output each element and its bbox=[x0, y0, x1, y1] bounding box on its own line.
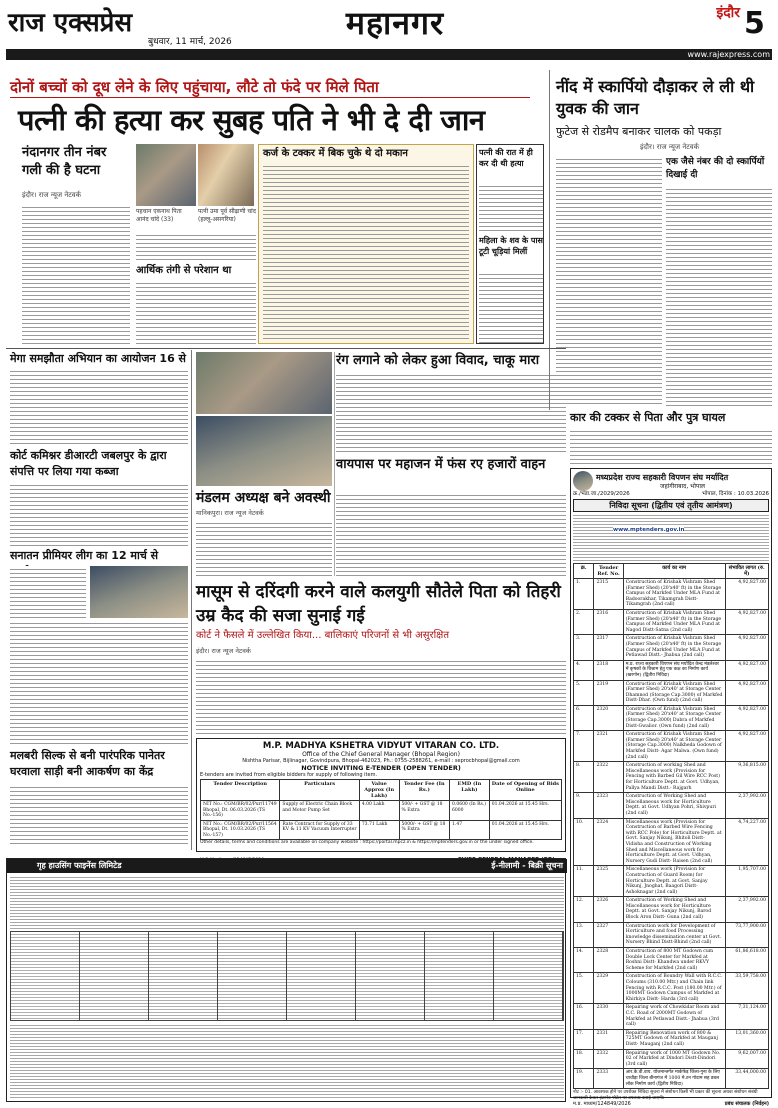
table-cell-ref: 2327 bbox=[594, 922, 623, 947]
center-story-4-byline: इंदौर। राज न्यूज नेटवर्क bbox=[196, 647, 251, 655]
table-row bbox=[574, 793, 769, 818]
table-cell-work: Construction of 800 MT Godown cum Double Lock Center for Markfed at Roshni Distt- Khandwa under RKVY Scheme for Markfed (2nd call) bbox=[623, 948, 725, 973]
sahkari-tender-table bbox=[573, 563, 769, 1089]
table-cell-sno: 4. bbox=[574, 660, 594, 680]
mpkv-table-head bbox=[201, 780, 562, 801]
sahkari-place-date: भोपाल, दिनांक : 10.03.2026 bbox=[702, 491, 769, 497]
table-cell-ref: 2331 bbox=[594, 1029, 623, 1049]
table-row bbox=[574, 1004, 769, 1029]
sahkari-col-sno: क्र. bbox=[574, 564, 594, 579]
table-cell-cost: 4,92,827.00 bbox=[725, 660, 768, 680]
table-cell-work: Repairing work of Chowkidar Room and C.C. Road of 2000MT Godown of Markfed at Petlawad Distt.- Jhabua (3rd call) bbox=[623, 1004, 725, 1029]
table-cell-sno: 13. bbox=[574, 922, 594, 947]
table-cell-ref: 2326 bbox=[594, 897, 623, 922]
mpkv-col: Particulars bbox=[280, 780, 359, 801]
table-cell-cost: 33,44,000.00 bbox=[725, 1069, 768, 1089]
table-row bbox=[574, 1049, 769, 1069]
table-cell-work: Construction of Krishak Vishram Shed (Farmer Shed) 20'x40' at Storage Center Dhamnod (Storage Cap.3000) of Markfed Distt-Dhar. (Own fund) (2nd call) bbox=[623, 680, 725, 705]
table-cell-ref: 2325 bbox=[594, 866, 623, 897]
bottom-ad-body-top bbox=[10, 875, 564, 929]
table-cell-ref: 2322 bbox=[594, 762, 623, 793]
table-cell-work: Construction work for Development of Horticulture and food Processing knowledge dissemination center at Govt. Nursery Bhind Distt-Bhind (2nd call) bbox=[623, 922, 725, 947]
center-story-2-byline: मानिकपुरा। राज न्यूज नेटवर्क bbox=[196, 509, 264, 517]
center-story-4-title: मासूम से दरिंदगी करने वाले कलयुगी सौतेले पिता को तिहरी उम्र कैद की सजा सुनाई गई bbox=[196, 582, 561, 626]
bottom-ad-company: गृह हाउसिंग फाइनेंस लिमिटेड bbox=[37, 861, 122, 870]
masthead bbox=[0, 0, 778, 64]
mpkv-intro: E-tenders are invited from eligible bidders for supply of following item. bbox=[200, 772, 378, 778]
table-cell: 1.47 bbox=[450, 820, 490, 840]
table-cell-work: Construction of Krishak Vishram Shed (Farmer Shed) (20'x40' ft) in the Storage Campus of Markfed Under MLA Fund at Badoorakhar, Tikamgrah Distt- Tikamgrah (2nd call) bbox=[623, 579, 725, 610]
table-cell-ref: 2324 bbox=[594, 818, 623, 866]
table-row bbox=[201, 801, 562, 821]
table-cell: 73.71 Lakh bbox=[359, 820, 399, 840]
sahkari-note: नोट :- 01. आवश्यक होने पर उपरोक्त निविदा सूचना में संशोधन किसी भी प्रकार की सूचना अथवा संशोधन संबंधी जानकारी केवल इंटरनेट पोर्टल पर उपलब्ध कराई जाएगी। bbox=[573, 1090, 758, 1101]
sahkari-table-head bbox=[574, 564, 769, 579]
table-cell-sno: 14. bbox=[574, 948, 594, 973]
bottom-auction-ad bbox=[6, 858, 566, 1102]
table-cell-ref: 2321 bbox=[594, 731, 623, 762]
table-cell-cost: 4,92,827.00 bbox=[725, 731, 768, 762]
table-cell-ref: 2318 bbox=[594, 660, 623, 680]
lead-subhead: नंदानगर तीन नंबर गली की है घटना bbox=[22, 145, 107, 178]
table-cell-work: आर.के.वी.वाय. योजनान्तर्गत मार्कफेड़ जिला-गुना के लिए चाचौड़ा जिला बीनागंज में 1000 मे.टन गोदाम सह डबल लॉक निर्माण कार्य (द्वितीय निविदा) bbox=[623, 1069, 725, 1089]
mpkv-notice-title: NOTICE INVITING E-TENDER (OPEN TENDER) bbox=[301, 764, 461, 772]
table-cell-ref: 2316 bbox=[594, 609, 623, 634]
section-title: महानगर bbox=[345, 4, 445, 42]
table-cell-ref: 2332 bbox=[594, 1049, 623, 1069]
table-cell-ref: 2328 bbox=[594, 948, 623, 973]
column-rule bbox=[191, 350, 192, 850]
table-row bbox=[574, 762, 769, 793]
table-cell-ref: 2329 bbox=[594, 973, 623, 1004]
table-cell-cost: 4,92,827.00 bbox=[725, 705, 768, 730]
mpkv-col: EMD (In Lakh) bbox=[450, 780, 490, 801]
table-row bbox=[574, 705, 769, 730]
lead-box-body bbox=[263, 163, 469, 341]
mpkv-address: Nishtha Parisar, Bijlinagar, Govindpura, Bhopal-462023, Ph.: 0755-2588261, e-mail : seprocbhopal@gmail.com bbox=[242, 758, 520, 764]
left-story-4-title: मलबरी सिल्क से बनी पारंपरिक पानेतर घरवाला साड़ी बनी आकर्षण का केंद्र bbox=[10, 749, 165, 778]
mpkv-tender-table bbox=[200, 779, 562, 840]
bottom-ad-header bbox=[7, 859, 567, 873]
lead-byline: इंदौर। राज न्यूज नेटवर्क bbox=[22, 191, 82, 199]
lead-body-col-2b bbox=[136, 280, 256, 344]
table-cell-sno: 5. bbox=[574, 680, 594, 705]
center-group-photo-2 bbox=[196, 416, 332, 486]
table-row bbox=[574, 897, 769, 922]
sahkari-signatory: प्रबंध संचालक (निर्वहन) bbox=[724, 1101, 769, 1108]
table-cell-work: Miscellaneous work (Provision for Construction of Guard Room) for Horticulture Deptt. at Govt. Sanjay Nikunj, Jnoghat, Baagori Distt-Ashoknagar (2nd call) bbox=[623, 866, 725, 897]
table-cell-sno: 19. bbox=[574, 1069, 594, 1089]
column-rule bbox=[549, 70, 550, 410]
page-number: 5 bbox=[744, 6, 765, 41]
sahkari-notice-title: निविदा सूचना (द्वितीय एवं तृतीय आमंत्रण) bbox=[573, 499, 769, 512]
lead-headline: पत्नी की हत्या कर सुबह पति ने भी दे दी जान bbox=[18, 103, 485, 137]
table-row bbox=[574, 1029, 769, 1049]
table-cell-cost: 4,92,827.00 bbox=[725, 680, 768, 705]
bottom-ad-body-bottom bbox=[10, 1023, 564, 1099]
table-row bbox=[574, 866, 769, 897]
right-top-body-1 bbox=[556, 156, 662, 406]
lead-kicker: दोनों बच्चों को दूध लेने के लिए पहुंचाया, लौटे तो फंदे पर मिले पिता bbox=[10, 76, 530, 98]
sahkari-col-ref: Tender Ref. No. bbox=[594, 564, 623, 579]
center-story-1-body bbox=[336, 372, 566, 454]
lead-body-col-1 bbox=[22, 204, 130, 344]
left-story-3-body-a bbox=[10, 566, 86, 618]
right-top-side-heading: एक जैसे नंबर की दो स्कार्पियों दिखाई दी bbox=[666, 157, 765, 180]
mpkv-company: M.P. MADHYA KSHETRA VIDYUT VITARAN CO. LTD. bbox=[262, 741, 500, 751]
table-cell-sno: 2. bbox=[574, 609, 594, 634]
table-cell-sno: 3. bbox=[574, 635, 594, 660]
table-cell: Supply of Electric Chain Block and Motor Pump Set bbox=[280, 801, 359, 821]
table-cell-sno: 18. bbox=[574, 1049, 594, 1069]
center-group-photo-1 bbox=[196, 352, 332, 414]
lead-side-box-title: पत्नी की रात में ही कर दी थी हत्या bbox=[479, 148, 533, 168]
table-cell-work: Construction of working Shed and Miscellaneous work (Provision for Fencing with Barbed Gil Wire RCC Post) for Horticulture Deptt. at Govt. Udhyan, Pallya Mandi Distt.- Rajgarh bbox=[623, 762, 725, 793]
lead-photo-husband bbox=[136, 144, 196, 206]
lead-photo-wife bbox=[198, 144, 254, 206]
lead-side-box-title-2: महिला के शव के पास टूटी चूड़ियां मिलीं bbox=[479, 236, 543, 256]
table-cell-cost: 4,92,827.00 bbox=[725, 609, 768, 634]
right-mid-body bbox=[570, 428, 772, 466]
table-cell: Rate Contract for Supply of 33 KV & 11 KV Vacuum Interrupter bbox=[280, 820, 359, 840]
table-cell-work: Construction of Boundry Wall with R.C.C. Coloums (310.00 Mtr.) and Chain link Fencing with R.C.C. Post (180.00 Mtr.) of 1000MT Godown Campus of Markfed at Khirkiya Distt- Harda (3rd call) bbox=[623, 973, 725, 1004]
table-row bbox=[574, 948, 769, 973]
left-story-4-body bbox=[10, 784, 188, 846]
mpkv-footer-note: Other details, terms and conditions are available on company website : https://portal.mpcz.in & https://mptenders.gov.in or the under signed office. bbox=[200, 840, 534, 845]
bottom-ad-title: ई-नीलामी - बिक्री सूचना bbox=[491, 861, 563, 870]
sahkari-intro bbox=[573, 513, 769, 561]
lead-mid-heading: आर्थिक तंगी से परेशान था bbox=[136, 265, 232, 276]
left-story-2-body bbox=[10, 482, 188, 546]
table-row bbox=[574, 731, 769, 762]
table-row bbox=[574, 818, 769, 866]
table-cell-work: Construction of Working Shed and Miscellaneous work for Horticulture Deptt. at Govt. Sanjay Nikunj, Barod Block Aron Distt- Guna (2nd call) bbox=[623, 897, 725, 922]
sahkari-col-cost: संभावित लागत (रु. में) bbox=[725, 564, 768, 579]
mpkv-office: Office of the Chief General Manager (Bhopal Region) bbox=[302, 751, 460, 758]
table-cell: 01.04.2026 at 15.45 Hrs. bbox=[489, 801, 561, 821]
table-cell: 500/- + GST @ 18 % Extra bbox=[399, 801, 450, 821]
table-row bbox=[201, 820, 562, 840]
table-row bbox=[574, 1069, 769, 1089]
center-story-1-title: रंग लगाने को लेकर हुआ विवाद, चाकू मारा bbox=[336, 353, 540, 368]
table-cell: NIT No.: CGM/BR/02/Pur/11749 Bhopal, Dt. 06.03.2026 (TS No.-156) bbox=[201, 801, 280, 821]
mpkv-col: Tender Description bbox=[201, 780, 280, 801]
left-story-3-title: सनातन प्रीमियर लीग का 12 मार्च से bbox=[10, 549, 159, 562]
center-story-4-body bbox=[196, 658, 566, 736]
sahkari-title: मध्यप्रदेश राज्य सहकारी विपणन संघ मर्यादित bbox=[596, 472, 729, 482]
table-cell-work: Repairing Renovation work of 800 & 725MT Godown of Markfed at Mauganj Distt- Mauganj (2nd call) bbox=[623, 1029, 725, 1049]
center-story-4-subhead: कोर्ट ने फैसले में उल्लेखित किया... बालिकाएं परिजनों से भी असुरक्षित bbox=[196, 630, 450, 641]
lead-body-col-2 bbox=[136, 232, 256, 262]
lead-box-title: कर्ज के टक्कर में बिक चुके थे दो मकान bbox=[263, 148, 408, 159]
table-row bbox=[574, 660, 769, 680]
paper-name: राज एक्सप्रेस bbox=[8, 8, 133, 38]
table-cell-work: Repairing work of 1000 MT Godown No. 02 of Markfed at Dindori Distt-Dindori (3rd call) bbox=[623, 1049, 725, 1069]
table-row bbox=[574, 973, 769, 1004]
table-cell-sno: 12. bbox=[574, 897, 594, 922]
table-cell: 01.04.2026 at 15.45 Hrs. bbox=[489, 820, 561, 840]
table-cell-sno: 17. bbox=[574, 1029, 594, 1049]
table-cell-cost: 1,95,707.00 bbox=[725, 866, 768, 897]
table-cell-sno: 1. bbox=[574, 579, 594, 610]
center-story-2-body bbox=[196, 520, 332, 576]
mpkv-col: Value Approx (In Lakh) bbox=[359, 780, 399, 801]
center-story-3-title: वायपास पर महाजन में फंस रए हजारों वाहन bbox=[336, 457, 546, 472]
left-story-1-title: मेगा समझौता अभियान का आयोजन 16 से bbox=[10, 352, 186, 365]
table-cell-sno: 8. bbox=[574, 762, 594, 793]
lead-photo-caption-1: पहचान एकनाथ पिता आनंद चांदे (33) bbox=[136, 208, 182, 223]
lead-side-box-body bbox=[479, 183, 543, 233]
table-cell-cost: 4,92,827.00 bbox=[725, 579, 768, 610]
sahkari-tender-notice bbox=[570, 468, 772, 1108]
bottom-ad-grid bbox=[10, 931, 564, 1021]
table-cell-ref: 2323 bbox=[594, 793, 623, 818]
left-story-3-body-b bbox=[10, 620, 188, 746]
table-cell-work: Construction of Krishak Vishram Shed (Farmer Shed) 20'x40' at Storage Center (Storage Cap.3000) Dabra of Markfed Distt-Gwalior. (Own fund) (2nd call) bbox=[623, 705, 725, 730]
table-cell-sno: 6. bbox=[574, 705, 594, 730]
table-cell-sno: 7. bbox=[574, 731, 594, 762]
mpkv-col: Tender Fee (In Rs.) bbox=[399, 780, 450, 801]
sahkari-logo bbox=[573, 471, 593, 491]
table-cell-cost: 9,62,007.00 bbox=[725, 1049, 768, 1069]
table-cell-cost: 33,59,758.00 bbox=[725, 973, 768, 1004]
left-story-3-photo bbox=[90, 566, 188, 618]
lead-photo-caption-2: पत्नी उमा पूर्व सीढ़ाणी चांद (हल्लू-असगरिया) bbox=[198, 208, 256, 223]
sahkari-website[interactable]: www.mptenders.gov.in bbox=[613, 527, 685, 533]
table-cell-sno: 16. bbox=[574, 1004, 594, 1029]
table-cell: 0.0600 (In Rs.) 6000 bbox=[450, 801, 490, 821]
right-top-body-2 bbox=[666, 186, 772, 406]
table-cell-work: Construction of Working Shed and Miscellaneous work for Horticulture Deptt. at Govt. Udhyan Pohri, Shivpuri (2nd call) bbox=[623, 793, 725, 818]
table-cell-cost: 73,77,900.00 bbox=[725, 922, 768, 947]
table-cell: 4.00 Lakh bbox=[359, 801, 399, 821]
table-row bbox=[574, 609, 769, 634]
left-story-1-body bbox=[10, 368, 188, 446]
table-cell-cost: 61,86,618.00 bbox=[725, 948, 768, 973]
table-row bbox=[574, 635, 769, 660]
sahkari-col-work: कार्य का नाम bbox=[623, 564, 725, 579]
table-cell-cost: 2,37,992.00 bbox=[725, 793, 768, 818]
table-cell-sno: 10. bbox=[574, 818, 594, 866]
mpkv-col: Date of Opening of Bids Online bbox=[489, 780, 561, 801]
table-cell-work: Construction of Krishak Vishram Shed (Farmer Shed) (20'x40' ft) in the Storage Campus of Markfed Under MLA Fund at Petlawad Distt.- Jhabua (2nd call) bbox=[623, 635, 725, 660]
table-cell-ref: 2315 bbox=[594, 579, 623, 610]
table-row bbox=[574, 579, 769, 610]
section-rule bbox=[6, 348, 566, 349]
right-top-subhead: फुटेज से रोडमैप बनाकर चालक को पकड़ा bbox=[556, 125, 722, 138]
mpkv-tender-notice bbox=[196, 738, 566, 852]
table-row bbox=[574, 922, 769, 947]
table-cell-cost: 4,92,827.00 bbox=[725, 635, 768, 660]
center-story-2-title: मंडलम अध्यक्ष बने अवस्थी bbox=[196, 490, 331, 506]
table-cell-ref: 2317 bbox=[594, 635, 623, 660]
table-cell-ref: 2330 bbox=[594, 1004, 623, 1029]
table-cell-cost: 4,74,227.00 bbox=[725, 818, 768, 866]
table-cell-work: म.प्र. राज्य सहकारी विपणन संघ मर्यादित केन्द्र मंडलेश्वर में कृषकों के विश्राम हेतु एक कक्ष का निर्माण कार्य (खरगोन) (द्वितीय निविदा) bbox=[623, 660, 725, 680]
lead-side-box-body-2 bbox=[479, 271, 543, 343]
sahkari-footer-ref: म.प्र. माध्यम/124849/2026 bbox=[573, 1101, 631, 1108]
center-story-3-body bbox=[336, 492, 566, 576]
city-name: इंदौर bbox=[716, 5, 740, 21]
table-cell-cost: 2,37,992.00 bbox=[725, 897, 768, 922]
table-cell-sno: 11. bbox=[574, 866, 594, 897]
table-cell-work: Construction of Krishak Vishram Shed (Farmer Shed) (20'x40' ft) in the Storage Campus of Markfed Under MLA Fund at Nagod Distt-Satna (2nd call) bbox=[623, 609, 725, 634]
website-url[interactable]: www.rajexpress.com bbox=[687, 50, 770, 59]
table-cell-cost: 9,36,815.00 bbox=[725, 762, 768, 793]
right-top-byline: इंदौर। राज न्यूज नेटवर्क bbox=[640, 143, 700, 151]
table-cell: 5000/- + GST @ 18 % Extra bbox=[399, 820, 450, 840]
lead-side-box bbox=[476, 144, 544, 344]
table-cell-ref: 2320 bbox=[594, 705, 623, 730]
table-cell: NIT No.: CGM/BR/02/Pur/11564 Bhopal, Dt. 10.03.2026 (TS No.-157) bbox=[201, 820, 280, 840]
sahkari-sub: जहांगीराबाद, भोपाल bbox=[660, 482, 705, 490]
right-mid-title: कार की टक्कर से पिता और पुत्र घायल bbox=[570, 411, 726, 424]
column-rule bbox=[334, 352, 335, 576]
sahkari-ref-no: क्र./भंडा.जा./2029/2026 bbox=[573, 491, 630, 497]
table-cell-cost: 13,01,360.00 bbox=[725, 1029, 768, 1049]
lead-box bbox=[258, 144, 474, 344]
right-top-headline: नींद में स्कार्पियो दौड़ाकर ले ली थी युवक की जान bbox=[556, 77, 755, 118]
issue-date: बुधवार, 11 मार्च, 2026 bbox=[148, 37, 232, 47]
table-cell-work: Miscellaneous work (Provision for Construction of Barbed Wire Fencing with RCC Pole) for Horticulture Deptt. at Govt. Sanjay Nikunj, Bhitoli Distt- Vidisha and Construction of Working Shed and Miscellaneous work for Horticulture Deptt. at Govt. Udhyan, Nursery Gudi Distt- Raisen (2nd call) bbox=[623, 818, 725, 866]
table-cell-sno: 15. bbox=[574, 973, 594, 1004]
table-cell-work: Construction of Krishak Vishram Shed (Farmer Shed) 20'x40' at Storage Center (Storage Cap.3000) Nalkheda Godown of Markfed Distt- Agar Malwa. (Own fund) (2nd call) bbox=[623, 731, 725, 762]
table-row bbox=[574, 680, 769, 705]
table-cell-ref: 2333 bbox=[594, 1069, 623, 1089]
left-story-2-title: कोर्ट कमिश्नर डीआरटी जबलपुर के द्वारा संपत्ति पर लिया गया कब्जा bbox=[10, 449, 167, 478]
table-cell-sno: 9. bbox=[574, 793, 594, 818]
table-cell-cost: 7,31,124.00 bbox=[725, 1004, 768, 1029]
table-cell-ref: 2319 bbox=[594, 680, 623, 705]
